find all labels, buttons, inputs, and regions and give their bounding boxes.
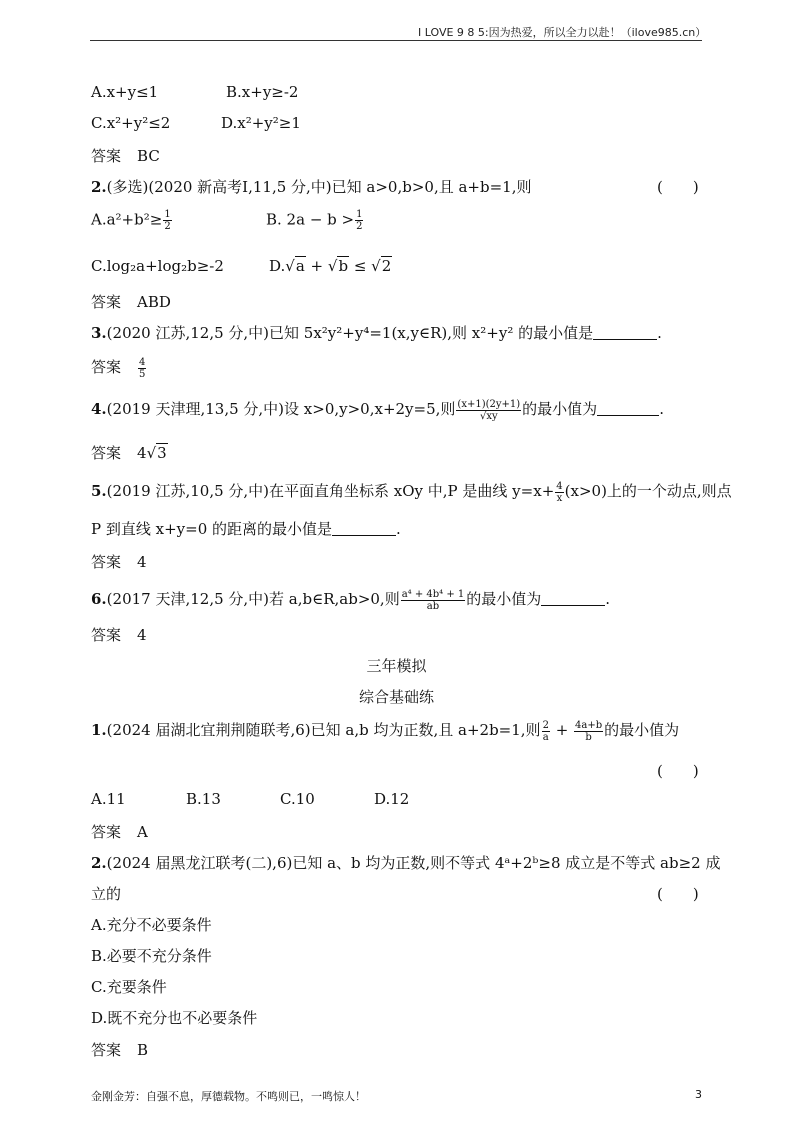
- fraction-numerator: 4: [556, 480, 563, 492]
- radical-sign: √: [285, 257, 295, 275]
- question-tail: 的最小值为: [522, 400, 598, 418]
- prev-option-a: A.x+y≤1: [91, 83, 159, 101]
- footer-motto: 金刚金芳：自强不息，厚德载物。不鸣则已，一鸣惊人！: [91, 1090, 366, 1103]
- fraction-numerator: 4: [139, 356, 146, 368]
- question-number: 2.: [91, 178, 107, 196]
- m1-option-b: B.13: [186, 790, 221, 808]
- mock-question-2: [91, 852, 720, 873]
- fraction-numerator: a⁴ + 4b⁴ + 1: [401, 588, 465, 600]
- fraction: [355, 209, 363, 232]
- prev-answer-row: [91, 145, 160, 166]
- fraction-denominator: √xy: [479, 410, 498, 422]
- answer-label: 答案: [91, 626, 122, 644]
- fraction: [163, 209, 171, 232]
- plus-sign: +: [305, 257, 328, 275]
- prev-option-c: C.x²+y²≤2: [91, 114, 171, 132]
- question-text-cont: P 到直线 x+y=0 的距离的最小值是: [91, 520, 333, 538]
- m1-answer-row: [91, 821, 148, 842]
- answer-label: 答案: [91, 823, 122, 841]
- question-number: 1.: [91, 721, 107, 739]
- answer-value: 4: [137, 444, 147, 462]
- m1-option-d: D.12: [374, 790, 410, 808]
- option-prefix: A.a²+b²≥: [91, 210, 163, 229]
- fraction: [542, 720, 550, 743]
- fill-blank: [541, 591, 605, 606]
- question-tail: 的最小值为: [466, 590, 542, 608]
- section-title: 三年模拟: [366, 657, 427, 675]
- question-text: (2019 江苏,10,5 分,中)在平面直角坐标系 xOy 中,P 是曲线 y=x+: [106, 482, 555, 500]
- period: .: [396, 520, 401, 538]
- fraction: [555, 481, 563, 504]
- radical-sign: √: [146, 444, 157, 462]
- fraction: [456, 399, 521, 422]
- fraction-numerator: 4a+b: [575, 719, 603, 731]
- period: .: [657, 324, 662, 342]
- fraction-denominator: x: [556, 492, 563, 504]
- answer-value: A: [137, 823, 148, 841]
- radicand: b: [338, 257, 349, 275]
- m2-option-a: A.充分不必要条件: [91, 916, 212, 934]
- header-rule: [90, 40, 702, 41]
- question-5-line-2: [91, 518, 401, 539]
- fraction-denominator: ab: [426, 600, 440, 612]
- period: .: [659, 400, 664, 418]
- fill-blank: [593, 325, 657, 340]
- q2-answer-row: [91, 291, 171, 312]
- radicand: a: [295, 257, 305, 275]
- answer-label: 答案: [91, 553, 122, 571]
- answer-value: 4: [137, 553, 147, 571]
- question-text: (2024 届黑龙江联考(二),6)已知 a、b 均为正数,则不等式 4ᵃ+2ᵇ≥8 成立是不等式 ab≥2 成: [106, 854, 721, 872]
- answer-paren: ( ): [657, 178, 699, 196]
- option-prefix: D.: [269, 257, 286, 275]
- question-number: 3.: [91, 324, 107, 342]
- q2-option-a: [91, 209, 173, 232]
- question-number: 2.: [91, 854, 107, 872]
- answer-value: ABD: [137, 293, 171, 311]
- fraction-numerator: 2: [542, 719, 549, 731]
- m2-option-b: B.必要不充分条件: [91, 947, 212, 965]
- fraction-numerator: (x+1)(2y+1): [457, 398, 521, 410]
- question-3: [91, 322, 662, 343]
- m1-option-c: C.10: [280, 790, 315, 808]
- radical-sign: √: [327, 257, 338, 275]
- m1-option-a: A.11: [91, 790, 126, 808]
- question-text: (2020 江苏,12,5 分,中)已知 5x²y²+y⁴=1(x,y∈R),则 x²+y² 的最小值是: [106, 324, 594, 342]
- answer-value: 4: [137, 626, 147, 644]
- answer-label: 答案: [91, 444, 122, 462]
- fraction: [574, 720, 603, 743]
- question-number: 5.: [91, 482, 107, 500]
- q2-option-c: C.log₂a+log₂b≥-2: [91, 257, 224, 275]
- le-sign: ≤: [349, 257, 372, 275]
- period: .: [605, 590, 611, 608]
- question-text-cont: (x>0)上的一个动点,则点: [564, 482, 732, 500]
- q2-option-b: [266, 209, 364, 232]
- question-2: [91, 176, 532, 197]
- fraction-numerator: 1: [164, 209, 171, 220]
- page-number: 3: [695, 1088, 702, 1101]
- question-text: (2024 届湖北宜荆荆随联考,6)已知 a,b 均为正数,且 a+2b=1,则: [106, 721, 541, 739]
- answer-value: BC: [137, 147, 160, 165]
- fraction: [138, 357, 146, 380]
- option-prefix: B. 2a − b >: [266, 210, 355, 229]
- plus-sign: +: [550, 721, 574, 739]
- m2-option-d: D.既不充分也不必要条件: [91, 1009, 258, 1027]
- fraction-denominator: 2: [356, 221, 363, 232]
- prev-option-b: B.x+y≥-2: [226, 83, 299, 101]
- question-text: (2019 天津理,13,5 分,中)设 x>0,y>0,x+2y=5,则: [106, 400, 456, 418]
- fraction: [401, 589, 466, 612]
- fill-blank: [332, 521, 396, 536]
- radicand: 3: [157, 444, 167, 462]
- section-subtitle: 综合基础练: [358, 688, 434, 706]
- prev-option-d: D.x²+y²≥1: [221, 114, 301, 132]
- fraction-denominator: a: [542, 731, 549, 743]
- m2-option-c: C.充要条件: [91, 978, 167, 996]
- mock-question-2-line-2: 立的: [91, 885, 122, 903]
- m2-answer-row: [91, 1039, 148, 1060]
- q3-answer-row: [91, 356, 147, 380]
- q5-answer-row: [91, 551, 147, 572]
- question-text: (多选)(2020 新高考Ⅰ,11,5 分,中)已知 a>0,b>0,且 a+b=1,则: [106, 178, 532, 196]
- fill-blank: [597, 401, 659, 416]
- answer-label: 答案: [91, 147, 122, 165]
- answer-label: 答案: [91, 1041, 122, 1059]
- fraction-numerator: 1: [356, 209, 363, 220]
- radical-sign: √: [371, 257, 381, 275]
- fraction-denominator: b: [585, 731, 592, 743]
- question-6: [91, 588, 610, 612]
- answer-paren: ( ): [657, 885, 699, 903]
- question-number: 6.: [91, 590, 107, 608]
- question-number: 4.: [91, 400, 107, 418]
- mock-question-1: [91, 719, 679, 743]
- fraction-denominator: 5: [139, 368, 146, 380]
- q6-answer-row: [91, 624, 147, 645]
- question-text: (2017 天津,12,5 分,中)若 a,b∈R,ab>0,则: [106, 590, 400, 608]
- answer-paren: ( ): [657, 762, 699, 780]
- answer-label: 答案: [91, 293, 122, 311]
- answer-label: 答案: [91, 358, 122, 376]
- q4-answer-row: [91, 442, 168, 463]
- answer-value: B: [137, 1041, 149, 1059]
- fraction-denominator: 2: [164, 221, 171, 232]
- question-tail: 的最小值为: [604, 721, 680, 739]
- q2-option-d: [269, 257, 392, 275]
- radicand: 2: [381, 257, 392, 275]
- question-5: [91, 480, 732, 504]
- question-4: [91, 398, 664, 422]
- header-text: I LOVE 9 8 5:因为热爱，所以全力以赴！（ilove985.cn）: [418, 26, 707, 39]
